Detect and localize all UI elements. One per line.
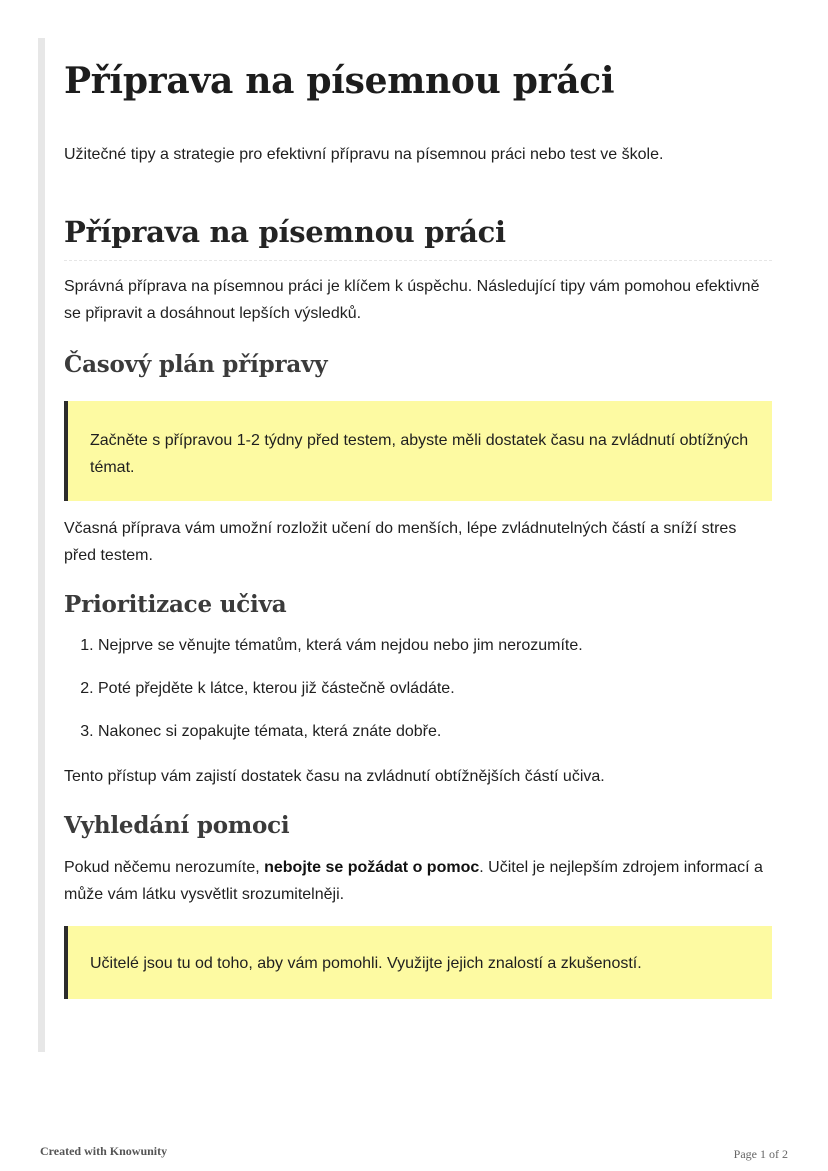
list-item: 2. Poté přejděte k látce, kterou již částečně ovládáte. bbox=[98, 678, 772, 700]
section-heading: Příprava na písemnou práci bbox=[64, 212, 772, 261]
list-item: 3. Nakonec si zopakujte témata, která znáte dobře. bbox=[98, 721, 772, 743]
page-title: Příprava na písemnou práci bbox=[64, 60, 615, 102]
help-text-after: . Učitel je nejlepším zdrojem informací a může vám látku vysvětlit srozumitelněji. bbox=[64, 859, 763, 903]
prioritization-list bbox=[64, 635, 772, 743]
left-accent-bar bbox=[38, 38, 45, 1052]
time-plan-heading: Časový plán přípravy bbox=[64, 351, 328, 378]
help-text-bold: nebojte se požádat o pomoc bbox=[264, 859, 480, 876]
time-plan-text: Včasná příprava vám umožní rozložit učení do menších, lépe zvládnutelných částí a sníží stres před testem. bbox=[64, 520, 737, 564]
time-plan-callout: Začněte s přípravou 1-2 týdny před testem, abyste měli dostatek času na zvládnutí obtížných témat. bbox=[64, 401, 772, 501]
page-intro: Užitečné tipy a strategie pro efektivní přípravu na písemnou práci nebo test ve škole. bbox=[64, 146, 664, 163]
prioritization-heading: Prioritizace učiva bbox=[64, 591, 287, 618]
footer-page-number: Page 1 of 2 bbox=[733, 1147, 788, 1161]
help-heading: Vyhledání pomoci bbox=[64, 812, 290, 839]
help-text-before: Pokud něčemu nerozumíte, bbox=[64, 859, 265, 876]
footer-created-with: Created with Knowunity bbox=[40, 1144, 168, 1158]
help-text bbox=[64, 854, 772, 908]
list-item: 1. Nejprve se věnujte tématům, která vám nejdou nebo jim nerozumíte. bbox=[98, 635, 772, 657]
document-content bbox=[64, 56, 772, 999]
help-callout: Učitelé jsou tu od toho, aby vám pomohli. Využijte jejich znalostí a zkušeností. bbox=[64, 926, 772, 999]
prioritization-text: Tento přístup vám zajistí dostatek času na zvládnutí obtížnějších částí učiva. bbox=[64, 768, 605, 785]
section-intro: Správná příprava na písemnou práci je klíčem k úspěchu. Následující tipy vám pomohou efektivně se připravit a dosáhnout lepších výsledků. bbox=[64, 278, 760, 322]
